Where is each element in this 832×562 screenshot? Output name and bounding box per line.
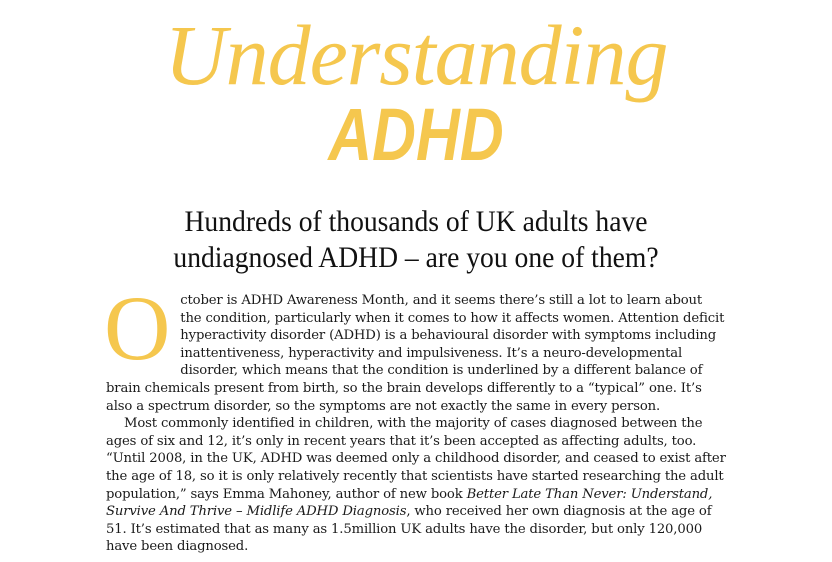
title-adhd: ADHD xyxy=(328,93,504,176)
subtitle: Hundreds of thousands of UK adults have undiagnosed ADHD – are you one of them? xyxy=(173,205,659,274)
paragraph-2-text-start: Most commonly identified in children, with the majority of cases diagnosed between the ages of six and 12, it’s only in recent years that it’s been accepted as affecting adults, too. “Until 2008, in the UK, ADHD was deemed only a childhood disorder, and ceased to exist after the age of 18, so it is only relatively recently that scientists have started researching the adult population,” says Emma Mahoney, author of new book xyxy=(106,416,726,502)
paragraph-2 xyxy=(106,415,726,556)
paragraph-1-text: ctober is ADHD Awareness Month, and it seems there’s still a lot to learn about the condition, particularly when it comes to how it affects women. Attention deficit hyperactivity disorder (ADHD) is a behavioural disorder with symptoms including inattentiveness, hyperactivity and impulsiveness. It’s a neuro-developmental disorder, which means that the condition is underlined by a different balance of brain chemicals present from birth, so the brain develops differently to a “typical” one. It’s also a spectrum disorder, so the symptoms are not exactly the same in every person. xyxy=(106,293,725,414)
book-title: Better Late Than Never: Understand, Survive And Thrive – Midlife ADHD Diagnosis xyxy=(106,486,713,520)
paragraph-1 xyxy=(104,277,726,415)
article-body xyxy=(104,277,726,556)
title-understanding: Understanding xyxy=(164,7,668,103)
drop-cap: O xyxy=(104,277,171,379)
paragraph-2-text-end: , who received her own diagnosis at the age of 51. It’s estimated that as many as 1.5million UK adults have the disorder, but only 120,000 have been diagnosed. xyxy=(106,504,712,555)
